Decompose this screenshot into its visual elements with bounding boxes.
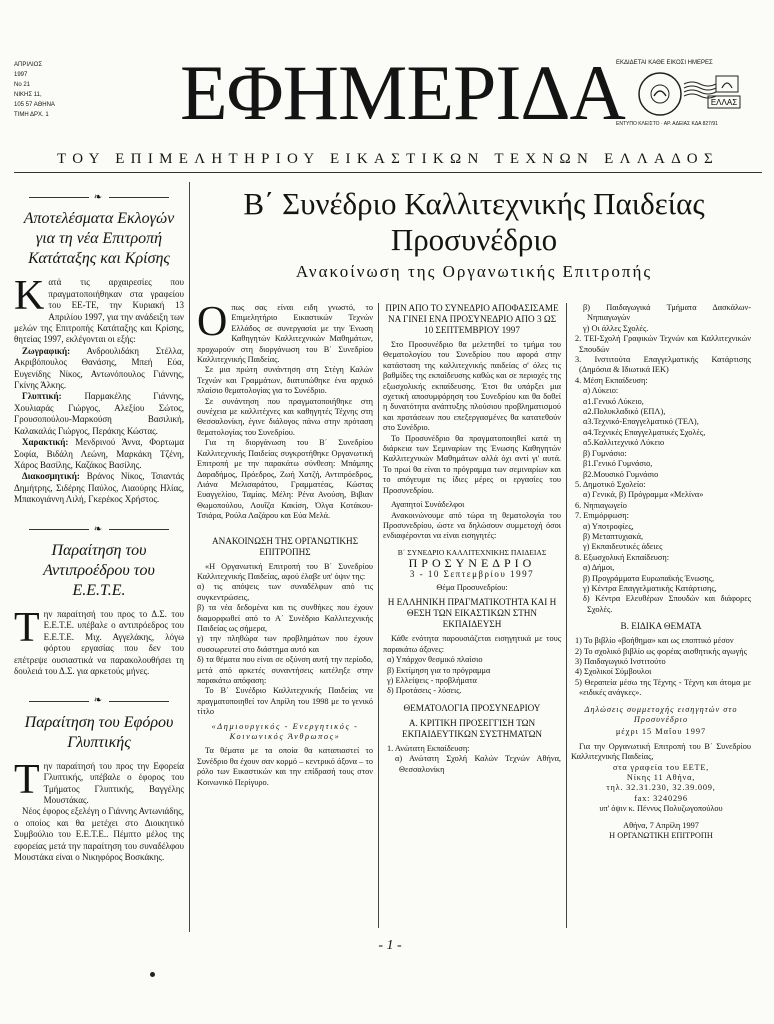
article-headline [190,186,758,258]
dropcap: Ο [197,299,228,345]
contact-person: υπ' όψιν κ. Πέννυς Πολυζωγοπούλου [599,804,723,814]
list-item: β) Μεταπτυχιακά, [583,531,644,541]
postal-stamp [632,70,742,118]
paragraph: Τα θέματα με τα οποία θα καταπιαστεί το Συνέδριο θα έχουν σαν κορμό – κεντρικό άξονα – το ρόλο των Εικαστικών και την επίδρασή τους στον Κοινωνικό Περίγυρο. [197,746,373,787]
list-item: β2.Μουσικό Γυμνάσιο [583,469,659,479]
section-divider: ❧ [14,192,184,203]
dropcap: Κ [14,273,45,320]
stamp-label: ΕΛΛΑΣ [710,98,738,107]
list-item: α) Ανώτατη Σχολή Καλών Τεχνών Αθήνα, Θεσσαλονίκη [395,754,561,774]
list-item: γ) Κέντρα Επαγγελματικής Κατάρτισης, [583,583,717,593]
list-item: α) Δήμοι, [583,563,615,573]
axis-item: δ) Προτάσεις - λύσεις. [387,686,462,696]
elections-engraving: Χαρακτική: Μενδρινού Άννα, Φορτωμα Σοφία, Βιδάλη Λεώνη, Μαρκάκη Τζένη, Χάρος Βασίλης, Καζάκος Βασίλης. [14,437,184,470]
list-item: β) Παιδαγωγικά Τμήματα Δασκάλων-Νηπιαγωγών [583,303,751,323]
dropcap: Τ [14,604,40,651]
column-rule [566,303,567,928]
section-title-elections: Αποτελέσματα Εκλογών για τη νέα Επιτροπή Κατάταξης και Κρίσης [23,210,175,268]
list-item: 1. Ανώτατη Εκπαίδευση: [387,743,470,753]
section-heading: Α. ΚΡΙΤΙΚΗ ΠΡΟΣΕΓΓΙΣΗ ΤΩΝ ΕΚΠΑΙΔΕΥΤΙΚΩΝ ΣΥΣΤΗΜΑΤΩΝ [401,717,543,739]
congress-title: «Δημιουργικός - Ενεργητικός - Κοινωνικός Άνθρωπος» [211,721,359,742]
special-item: 4) Σχολικοί Σύμβουλοι [575,667,652,677]
theme-heading: Η ΕΛΛΗΝΙΚΗ ΠΡΑΓΜΑΤΙΚΟΤΗΤΑ ΚΑΙ Η ΘΕΣΗ ΤΩΝ ΕΙΚΑΣΤΙΚΩΝ ΣΤΗΝ ΕΚΠΑΙΔΕΥΣΗ [387,597,557,630]
axis-item: β) Εκτίμηση για το πρόγραμμα [387,665,491,675]
special-item: 5) Θεραπεία μέσω της Τέχνης - Τέχνη και άτομα με «ειδικές ανάγκες». [575,677,751,698]
paragraph: «Η Οργανωτική Επιτροπή του Β΄ Συνεδρίου Καλλιτεχνικής Παιδείας, αφού έλαβε υπ' όψιν της: [197,561,373,581]
ephor-text-2: Νέος έφορος εξελέγη ο Γιάννης Αντωνιάδης, ο οποίος και θα μετέχει στο Διοικητικό Συμβούλιο του Ε.Ε.Τ.Ε.. Πέμπτο μέλος της εφορείας μετά την παραίτηση του συναδέλφου Μουστάκα είναι ο Νικηφόρος Βοσκάκης. [14,806,184,863]
section-title-ephor: Παραίτηση του Εφόρου Γλυπτικής [24,713,174,751]
dropcap: Τ [14,756,40,803]
section-heading: Β. ΕΙΔΙΚΑ ΘΕΜΑΤΑ [620,621,702,632]
list-item: γ) Οι άλλες Σχολές. [583,323,649,333]
issue-month: ΑΠΡΙΛΙΟΣ [14,62,43,68]
list-item: 2. ΤΕΙ-Σχολή Γραφικών Τεχνών και Καλλιτεχνικών Σπουδών [575,334,751,354]
frequency-note: ΕΚΔΙΔΕΤΑΙ ΚΑΘΕ ΕΙΚΟΣΙ ΗΜΕΡΕΣ [616,60,713,66]
section-heading: ΠΡΙΝ ΑΠΟ ΤΟ ΣΥΝΕΔΡΙΟ ΑΠΟΦΑΣΙΣΑΜΕ ΝΑ ΓΙΝΕΙ ΕΝΑ ΠΡΟΣΥΝΕΔΡΙΟ ΑΠΟ 3 ΩΣ 10 ΣΕΠΤΕΜΒΡΙΟΥ 1997 [385,303,559,335]
issue-info [14,60,55,120]
list-item: α5.Καλλιτεχνικό Λύκειο [583,438,665,448]
issue-price: ΤΙΜΗ ΔΡΧ. 1 [14,112,49,118]
paragraph: Κάθε ενότητα παρουσιάζεται εισηγητικά με τους παρακάτω άξονες: [383,634,561,654]
header-rule [14,172,762,173]
elections-painting: Ζωγραφική: Ανδρουλιδάκη Στέλλα, Ακριβόπουλος Θανάσης, Μπεή Εύα, Ευγενίδης Νίκος, Αντωνόπουλος Γιάννης, Γκίνης Άλκης. [14,345,184,391]
paragraph: α) τις απόψεις των συναδέλφων από τις συγκεντρώσεις, [197,582,373,602]
paragraph: β) τα νέα δεδομένα και τις συνθήκες που έχουν διαμορφωθεί από το Α΄ Συνέδριο Καλλιτεχνικής Παιδείας ως σήμερα, [197,603,373,633]
list-item: α) Υποτροφίες, [583,521,634,531]
page-number: - 1 - [378,938,402,953]
list-item: 8. Εξωσχολική Εκπαίδευση: [575,552,670,562]
list-item: α3.Τεχνικό-Επαγγελματικό (ΤΕΛ), [583,417,699,427]
paragraph: Το Προσυνέδριο θα πραγματοποιηθεί κατά τη διάρκεια των Σεμιναρίων της Ένωσης Καθηγητών Καλλιτεχνικών Μαθημάτων αλλά όχι αντί γι' αυτά. Το πρωί θα είναι το πρόγραμμα των σεμιναρίων και το απόγευμα τις ίδιες μέρες οι εργασίες του Προσυνεδρίου. [383,433,561,495]
left-column [14,182,184,863]
section-heading: ΑΝΑΚΟΙΝΩΣΗ ΤΗΣ ΟΡΓΑΝΩΤΙΚΗΣ ΕΠΙΤΡΟΠΗΣ [211,535,359,557]
list-item: 7. Επιμόρφωση: [575,511,629,521]
paragraph: δ) τα θέματα που είναι σε οξύνση αυτή την περίοδο, μετά από αρκετές συναντήσεις κατέληξε στην παρακάτω απόφαση: [197,655,373,685]
paragraph: Σε συνάντηση που πραγματοποιήθηκε στη συνέχεια με καλλιτέχνες και καθηγητές Τέχνης στη Θεσσαλονίκη, έγινε διάλογος πάνω στην πρόταση θεματολογίας του Συνεδρίου. [197,396,373,437]
list-item: α) Γενικά, β) Πρόγραμμα «Μελίνα» [583,490,704,500]
column-rule [378,303,379,928]
list-item: α1.Γενικό Λύκειο, [583,396,644,406]
address-city: 105 57 ΑΘΗΝΑ [14,102,55,108]
list-item: 5. Δημοτικό Σχολείο: [575,479,646,489]
axis-item: γ) Ελλείψεις - προβλήματα [387,675,477,685]
theme-label: Θέμα Προσυνεδρίου: [436,582,508,592]
contact-fax: fax: 3240296 [634,793,688,803]
article-column-3 [571,303,751,842]
list-item: β) Γυμνάσιο: [583,448,627,458]
signature-date: Αθήνα, 7 Απρίλη 1997 [623,820,699,830]
list-item: α4.Τεχνικές Επαγγελματικές Σχολές, [583,427,706,437]
section-heading: ΘΕΜΑΤΟΛΟΓΙΑ ΠΡΟΣΥΝΕΔΡΙΟΥ [403,702,541,713]
paragraph: Οπως σας είναι ειδη γνωστό, το Επιμελητήριο Εικαστικών Τεχνών Ελλάδος σε συνεργασία με την Ένωση Καθηγητών Καλλιτεχνικών Μαθημάτων, προχωρούν στη διοργάνωση του Β΄ Συνεδρίου Καλλιτεχνικής Παιδείας. [197,299,373,365]
axis-item: α) Υπάρχον θεσμικό πλαίσιο [387,655,483,665]
publisher-subtitle: ΤΟΥ ΕΠΙΜΕΛΗΤΗΡΙΟΥ ΕΙΚΑΣΤΙΚΩΝ ΤΕΧΝΩΝ ΕΛΛΑΔΟΣ [57,151,719,167]
article-column-2 [383,303,561,775]
paragraph: γ) την πληθώρα των προβλημάτων που έχουν συσσωρευτεί στο διάστημα αυτό και [197,634,373,654]
elections-sculpture: Γλυπτική: Παρμακέλης Γιάννης, Χουλιαράς Γιώργος, Αλεξίου Σώτος, Γρουσοπούλου-Μαρκούση Βασιλική, Καλακαλάς Γιώργος, Περάκης Κώστας. [14,391,184,436]
list-item: β1.Γενικό Γυμνάσιο, [583,459,653,469]
deadline-date: μέχρι 15 Μαΐου 1997 [615,727,707,737]
contact-line: στα γραφεία του ΕΕΤΕ, [612,762,710,772]
paragraph: Στο Προσυνέδριο θα μελετηθεί το τμήμα του Θεματολογίου του Συνεδρίου που αφορά στην κατάσταση της καλλιτεχνικής παιδείας σ' όλες τις βαθμίδες της εκπαίδευσης καθώς και σε περιοχές της εξωσχολικής εκπαίδευσης. Έτσι θα υπάρξει μια σχετική αποσυμφόρηση του Συνεδρίου και θα δοθεί η δυνατότητα ανάπτυξης πλούσιου προβληματισμού και προτάσεων που επεξεργασμένες θα κατατεθούν στο Συνέδριο. [383,340,561,433]
print-dot [150,972,155,977]
special-item: 1) Το βιβλίο «βοήθημα» και ως εποπτικό μέσον [575,636,734,646]
masthead: ΕΦΗΜΕΡΙΔΑ [180,49,625,136]
section-divider: ❧ [14,524,184,535]
paragraph: Για τη διοργάνωση του Β΄ Συνεδρίου Καλλιτεχνικής Παιδείας συγκροτήθηκε Οργανωτική Επιτροπή με την παρακάτω σύνθεση: Μπάμπης Δαραδήμος, Πρόεδρος, Ζωή Χατζή, Αντιπρόεδρος, Λιάνα Μελισαράτου, Γραμματέας, Κώστας Ευαγγελίου, Ταμίας. Μέλη: Ρένα Ανούση, Βιβιαν Θωμοπούλου, Λουΐζα Κακίση, Όλγα Κοτάκου-Τσιάρα, Ρούλα Λαζάρου και Εύα Μελά. [197,438,373,521]
education-list [571,303,751,615]
vicepresident-text: Την παραίτησή του προς το Δ.Σ. του Ε.Ε.Τ.Ε. υπέβαλε ο αντιπρόεδρος του Ε.Ε.Τ.Ε. Μιχ. Αγγελάκης, λόγω φόρτου εργασίας που δεν του επέτρεψε ουσιαστικά να παρακολουθήσει τη δουλειά του Δ.Σ. για αρκετούς μήνες. [14,604,184,676]
list-item: α2.Πολυκλαδικό (ΕΠΛ), [583,407,666,417]
issue-number: Νο 21 [14,82,31,88]
column-rule [189,182,190,932]
signature-committee: Η ΟΡΓΑΝΩΤΙΚΗ ΕΠΙΤΡΟΠΗ [609,831,713,841]
elections-intro: Κατά τις αρχαιρεσίες που πραγματοποιήθηκαν στα γραφείου του ΕΕ-ΤΕ, την Κυριακή 13 Απριλίου 1997, για την ανάδειξη των μελών της Επιτροπής Κατάταξης και Κρίσης, θητείας 1997, εκλέγονται οι εξής: [14,273,184,345]
banner-title: ΠΡΟΣΥΝΕΔΡΙΟ [408,556,536,571]
article-column-1 [197,299,373,788]
banner-dates: 3 - 10 Σεπτεμβρίου 1997 [409,568,535,579]
list-item: 6. Νηπιαγωγείο [575,500,627,510]
list-item: α) Λύκειο: [583,386,619,396]
banner-line: Β΄ ΣΥΝΕΔΡΙΟ ΚΑΛΛΙΤΕΧΝΙΚΗΣ ΠΑΙΔΕΙΑΣ [397,547,547,557]
contact-phone: τηλ. 32.31.230, 32.39.009, [606,783,716,793]
contact-line: Νίκης 11 Αθήνα, [626,773,696,783]
paragraph: Για την Οργανωτική Επιτροπή του Β΄ Συνεδρίου Καλλιτεχνικής Παιδείας, [571,741,751,762]
special-item: 3) Παιδαγωγικό Ινστιτούτο [575,657,666,666]
headline-line-2: Προσυνέδριο [390,222,558,257]
postal-stamp-icon [632,70,742,118]
section-divider: ❧ [14,695,184,706]
list-item: 3. Ινστιτούτα Επαγγελματικής Κατάρτισης (Δημόσια & Ιδιωτικά ΙΕΚ) [575,355,751,375]
paragraph: Το Β΄ Συνέδριο Καλλιτεχνικής Παιδείας να πραγματοποιηθεί τον Απρίλη του 1998 με το γενικό τίτλο [197,686,373,717]
paragraph: Αγαπητοί Συνάδελφοι [391,500,465,510]
list-item: 4. Μέση Εκπαίδευση: [575,375,648,385]
ephor-text: Την παραίτησή του προς την Εφορεία Γλυπτικής, υπέβαλε ο έφορος του Τμήματος Γλυπτικής, Βαγγέλης Μουστάκας. [14,756,184,805]
list-item: γ) Εκπαιδευτικές άδειες [583,542,663,552]
article-subheadline: Ανακοίνωση της Οργανωτικής Επιτροπής [295,262,653,281]
special-item: 2) Το σχολικό βιβλίο ως φορέας αισθητικής αγωγής [575,646,747,656]
list-item: δ) Κέντρα Ελευθέρων Σπουδών και διάφορες Σχολές. [583,594,751,614]
issue-year: 1997 [14,72,28,78]
permit-note: ΕΝΤΥΠΟ ΚΛΕΙΣΤΟ · ΑΡ. ΑΔΕΙΑΣ ΚΔΑ 827/91 [616,121,718,127]
headline-line-1: Β΄ Συνέδριο Καλλιτεχνικής Παιδείας [243,186,705,221]
list-item: β) Προγράμματα Ευρωπαϊκής Ένωσης, [583,573,715,583]
paragraph: Ανακοινώνουμε από τώρα τη θεματολογία του Προσυνεδρίου, ώστε να δηλώσουν συμμετοχή όσοι ενδιαφέρονται να είναι εισηγητές: [383,510,561,541]
section-title-vicepresident: Παραίτηση του Αντιπροέδρου του Ε.Ε.Τ.Ε. [43,541,155,599]
elections-decorative: Διακοσμητική: Βράνος Νίκος, Τσιαντάς Δημήτρης, Σιδέρης Παύλος, Λιαούρης Ηλίας, Μπακογιάννη Λιλή, Γκερέκος Χρήστος. [14,471,185,505]
paragraph: Σε μια πρώτη συνάντηση στη Στέγη Καλών Τεχνών και Γραμμάτων, διατυπώθηκε ένα αρχικό πλαίσιο θεματολογίας για το Συνέδριο. [197,365,373,396]
deadline-note: Δηλώσεις συμμετοχής εισηγητών στο Προσυνέδριο [584,704,738,725]
address-street: ΝΙΚΗΣ 11, [14,92,42,98]
